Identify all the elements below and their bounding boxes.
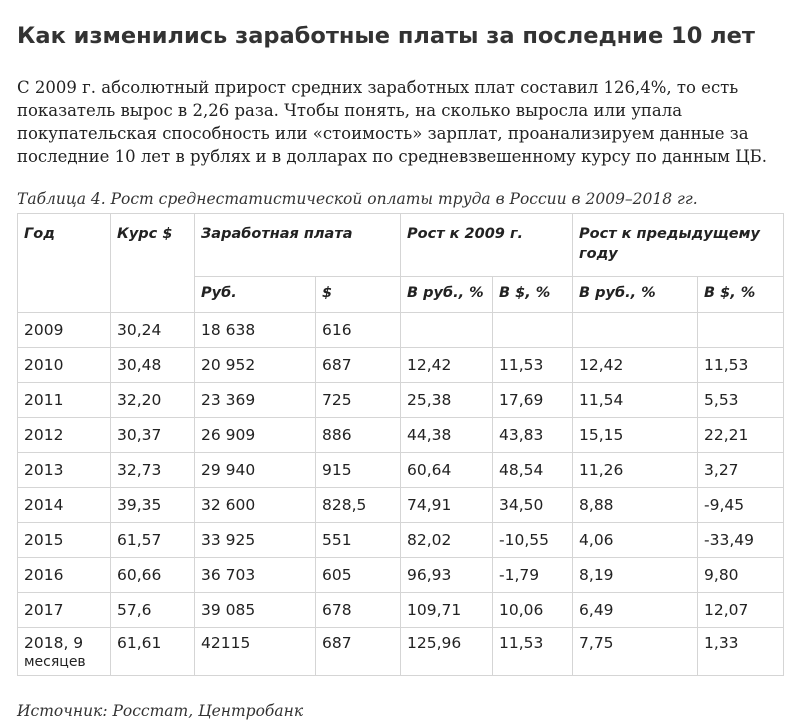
cell-g2009-usd: 11,53 xyxy=(493,628,573,676)
table-row xyxy=(18,383,784,418)
cell-salary-usd: 678 xyxy=(316,593,401,628)
cell-rate: 61,57 xyxy=(111,523,195,558)
cell-salary-rub: 23 369 xyxy=(195,383,316,418)
cell-year xyxy=(18,628,111,676)
cell-rate: 32,73 xyxy=(111,453,195,488)
source-note: Источник: Росстат, Центробанк xyxy=(17,701,304,720)
header-rate: Курс $ xyxy=(111,214,195,313)
table-header-row xyxy=(18,214,784,277)
cell-g2009-usd: 17,69 xyxy=(493,383,573,418)
cell-rate: 30,37 xyxy=(111,418,195,453)
cell-gprev-usd: 1,33 xyxy=(698,628,784,676)
cell-g2009-usd: 34,50 xyxy=(493,488,573,523)
header-year: Год xyxy=(18,214,111,313)
cell-g2009-rub: 109,71 xyxy=(401,593,493,628)
cell-g2009-usd: 10,06 xyxy=(493,593,573,628)
cell-gprev-rub: 4,06 xyxy=(573,523,698,558)
cell-gprev-rub: 12,42 xyxy=(573,348,698,383)
wages-table xyxy=(17,213,784,676)
cell-salary-usd: 616 xyxy=(316,313,401,348)
subheader-gprev-usd: В $, % xyxy=(698,277,784,313)
cell-gprev-rub: 6,49 xyxy=(573,593,698,628)
cell-salary-usd: 886 xyxy=(316,418,401,453)
cell-rate: 30,24 xyxy=(111,313,195,348)
table-row xyxy=(18,593,784,628)
cell-salary-rub: 32 600 xyxy=(195,488,316,523)
cell-gprev-usd: -9,45 xyxy=(698,488,784,523)
table-row xyxy=(18,313,784,348)
cell-g2009-usd: 11,53 xyxy=(493,348,573,383)
subheader-salary-usd: $ xyxy=(316,277,401,313)
cell-rate: 39,35 xyxy=(111,488,195,523)
subheader-g2009-rub: В руб., % xyxy=(401,277,493,313)
cell-salary-usd: 828,5 xyxy=(316,488,401,523)
cell-g2009-rub xyxy=(401,313,493,348)
cell-gprev-rub: 7,75 xyxy=(573,628,698,676)
table-caption: Таблица 4. Рост среднестатистической оплаты труда в России в 2009–2018 гг. xyxy=(17,189,698,208)
table-row xyxy=(18,488,784,523)
cell-gprev-rub: 15,15 xyxy=(573,418,698,453)
cell-gprev-usd xyxy=(698,313,784,348)
subheader-g2009-usd: В $, % xyxy=(493,277,573,313)
cell-gprev-usd: -33,49 xyxy=(698,523,784,558)
cell-gprev-usd: 12,07 xyxy=(698,593,784,628)
cell-salary-rub: 18 638 xyxy=(195,313,316,348)
table-row xyxy=(18,523,784,558)
cell-g2009-usd: 43,83 xyxy=(493,418,573,453)
header-growth-prev: Рост к предыдущему году xyxy=(573,214,784,277)
cell-salary-usd: 605 xyxy=(316,558,401,593)
cell-year: 2015 xyxy=(18,523,111,558)
cell-year: 2014 xyxy=(18,488,111,523)
header-growth-2009: Рост к 2009 г. xyxy=(401,214,573,277)
cell-rate: 30,48 xyxy=(111,348,195,383)
cell-g2009-rub: 12,42 xyxy=(401,348,493,383)
cell-g2009-rub: 74,91 xyxy=(401,488,493,523)
cell-salary-usd: 687 xyxy=(316,348,401,383)
cell-gprev-rub: 11,26 xyxy=(573,453,698,488)
cell-rate: 60,66 xyxy=(111,558,195,593)
cell-g2009-usd: -1,79 xyxy=(493,558,573,593)
table-row xyxy=(18,418,784,453)
cell-salary-usd: 725 xyxy=(316,383,401,418)
cell-gprev-rub xyxy=(573,313,698,348)
cell-salary-usd: 687 xyxy=(316,628,401,676)
cell-g2009-rub: 125,96 xyxy=(401,628,493,676)
cell-g2009-rub: 44,38 xyxy=(401,418,493,453)
cell-rate: 32,20 xyxy=(111,383,195,418)
cell-year: 2017 xyxy=(18,593,111,628)
cell-salary-rub: 20 952 xyxy=(195,348,316,383)
cell-year: 2016 xyxy=(18,558,111,593)
subheader-gprev-rub: В руб., % xyxy=(573,277,698,313)
cell-salary-rub: 42115 xyxy=(195,628,316,676)
cell-year: 2010 xyxy=(18,348,111,383)
cell-year: 2013 xyxy=(18,453,111,488)
cell-salary-rub: 39 085 xyxy=(195,593,316,628)
cell-salary-usd: 915 xyxy=(316,453,401,488)
cell-year: 2012 xyxy=(18,418,111,453)
cell-gprev-usd: 22,21 xyxy=(698,418,784,453)
cell-rate: 57,6 xyxy=(111,593,195,628)
subheader-salary-rub: Руб. xyxy=(195,277,316,313)
cell-salary-rub: 26 909 xyxy=(195,418,316,453)
cell-gprev-usd: 9,80 xyxy=(698,558,784,593)
cell-g2009-rub: 25,38 xyxy=(401,383,493,418)
cell-salary-rub: 29 940 xyxy=(195,453,316,488)
cell-salary-rub: 33 925 xyxy=(195,523,316,558)
cell-year-note: месяцев xyxy=(24,654,86,670)
page-title: Как изменились заработные платы за последние 10 лет xyxy=(17,23,755,50)
cell-gprev-usd: 11,53 xyxy=(698,348,784,383)
table-row xyxy=(18,628,784,676)
cell-salary-rub: 36 703 xyxy=(195,558,316,593)
cell-g2009-usd xyxy=(493,313,573,348)
cell-gprev-usd: 5,53 xyxy=(698,383,784,418)
cell-gprev-rub: 11,54 xyxy=(573,383,698,418)
cell-year: 2011 xyxy=(18,383,111,418)
cell-rate: 61,61 xyxy=(111,628,195,676)
cell-gprev-rub: 8,88 xyxy=(573,488,698,523)
cell-gprev-rub: 8,19 xyxy=(573,558,698,593)
cell-g2009-rub: 82,02 xyxy=(401,523,493,558)
header-salary: Заработная плата xyxy=(195,214,401,277)
cell-year-value: 2018, 9 xyxy=(24,634,84,652)
table-row xyxy=(18,348,784,383)
cell-gprev-usd: 3,27 xyxy=(698,453,784,488)
cell-year: 2009 xyxy=(18,313,111,348)
table-row xyxy=(18,453,784,488)
cell-g2009-rub: 96,93 xyxy=(401,558,493,593)
intro-paragraph: С 2009 г. абсолютный прирост средних заработных плат составил 126,4%, то есть показатель вырос в 2,26 раза. Чтобы понять, на сколько выросла или упала покупательская способность или «стоимость» зарплат, проанализируем данные за последние 10 лет в рублях и в долларах по средневзвешенному курсу по данным ЦБ. xyxy=(17,77,767,166)
cell-g2009-rub: 60,64 xyxy=(401,453,493,488)
table-row xyxy=(18,558,784,593)
cell-salary-usd: 551 xyxy=(316,523,401,558)
cell-g2009-usd: 48,54 xyxy=(493,453,573,488)
cell-g2009-usd: -10,55 xyxy=(493,523,573,558)
